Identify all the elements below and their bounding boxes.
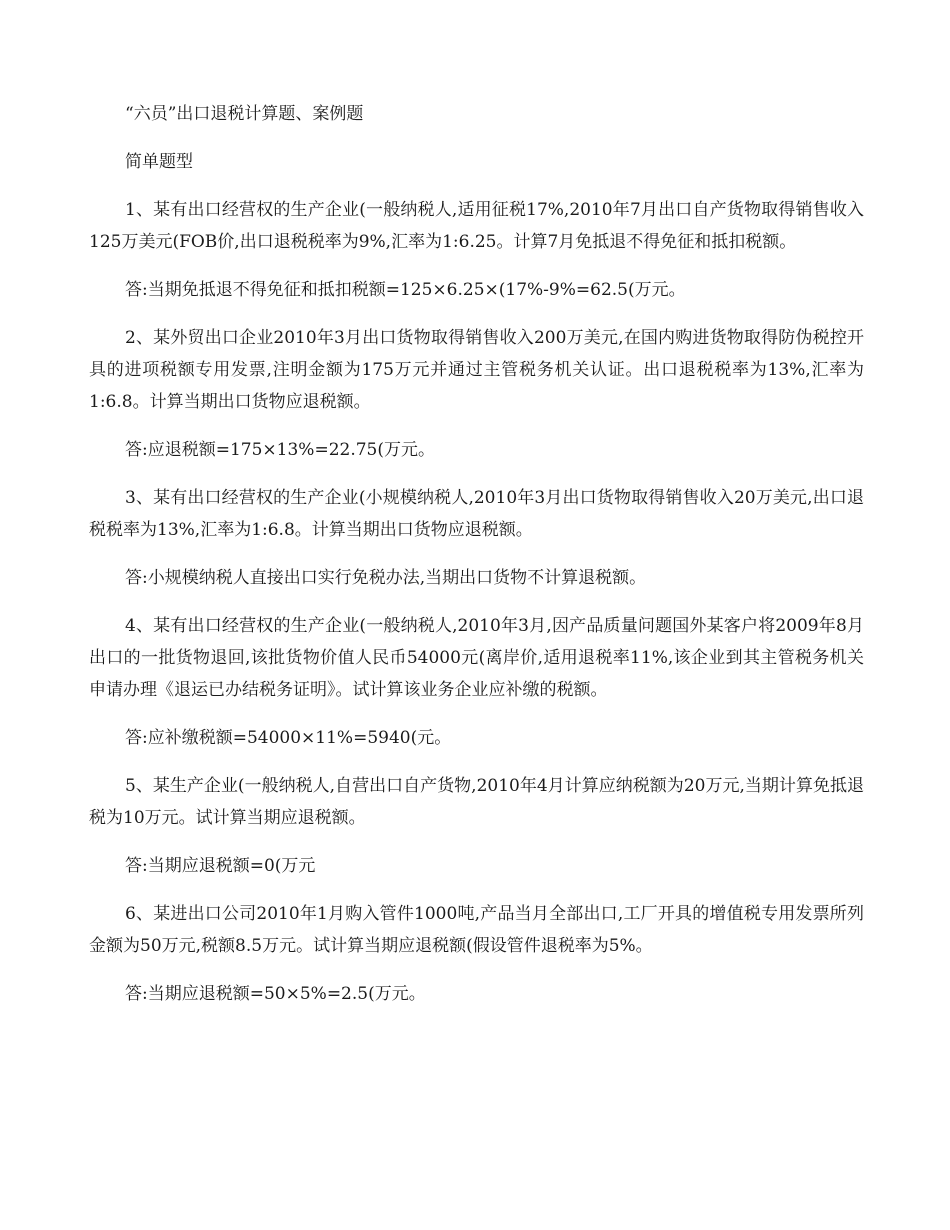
answer-4: 答:应补缴税额=54000×11%=5940(元。: [125, 728, 452, 748]
answer-5: 答:当期应退税额=0(万元: [125, 856, 316, 876]
question-2: 2、某外贸出口企业2010年3月出口货物取得销售收入200万美元,在国内购进货物取得防伪税控开具的进项税额专用发票,注明金额为175万元并通过主管税务机关认证。出口退税税率为13%,汇率为1:6.8。计算当期出口货物应退税额。: [89, 328, 864, 412]
document-title: “六员”出口退税计算题、案例题: [125, 104, 364, 124]
answer-3: 答:小规模纳税人直接出口实行免税办法,当期出口货物不计算退税额。: [125, 568, 647, 588]
question-4: 4、某有出口经营权的生产企业(一般纳税人,2010年3月,因产品质量问题国外某客户将2009年8月出口的一批货物退回,该批货物价值人民币54000元(离岸价,适用退税率11%,该企业到其主管税务机关申请办理《退运已办结税务证明》。试计算该业务企业应补缴的税额。: [89, 616, 864, 700]
answer-1: 答:当期免抵退不得免征和抵扣税额=125×6.25×(17%-9%=62.5(万元。: [125, 280, 686, 300]
question-1: 1、某有出口经营权的生产企业(一般纳税人,适用征税17%,2010年7月出口自产货物取得销售收入125万美元(FOB价,出口退税税率为9%,汇率为1:6.25。计算7月免抵退不得免征和抵扣税额。: [89, 200, 864, 252]
question-3: 3、某有出口经营权的生产企业(小规模纳税人,2010年3月出口货物取得销售收入20万美元,出口退税税率为13%,汇率为1:6.8。计算当期出口货物应退税额。: [89, 488, 864, 540]
answer-2: 答:应退税额=175×13%=22.75(万元。: [125, 440, 435, 460]
answer-6: 答:当期应退税额=50×5%=2.5(万元。: [125, 984, 426, 1004]
question-6: 6、某进出口公司2010年1月购入管件1000吨,产品当月全部出口,工厂开具的增值税专用发票所列金额为50万元,税额8.5万元。试计算当期应退税额(假设管件退税率为5%。: [89, 904, 864, 956]
section-heading: 简单题型: [125, 152, 193, 172]
question-5: 5、某生产企业(一般纳税人,自营出口自产货物,2010年4月计算应纳税额为20万元,当期计算免抵退税为10万元。试计算当期应退税额。: [89, 776, 864, 828]
document-page: [89, 98, 864, 1010]
